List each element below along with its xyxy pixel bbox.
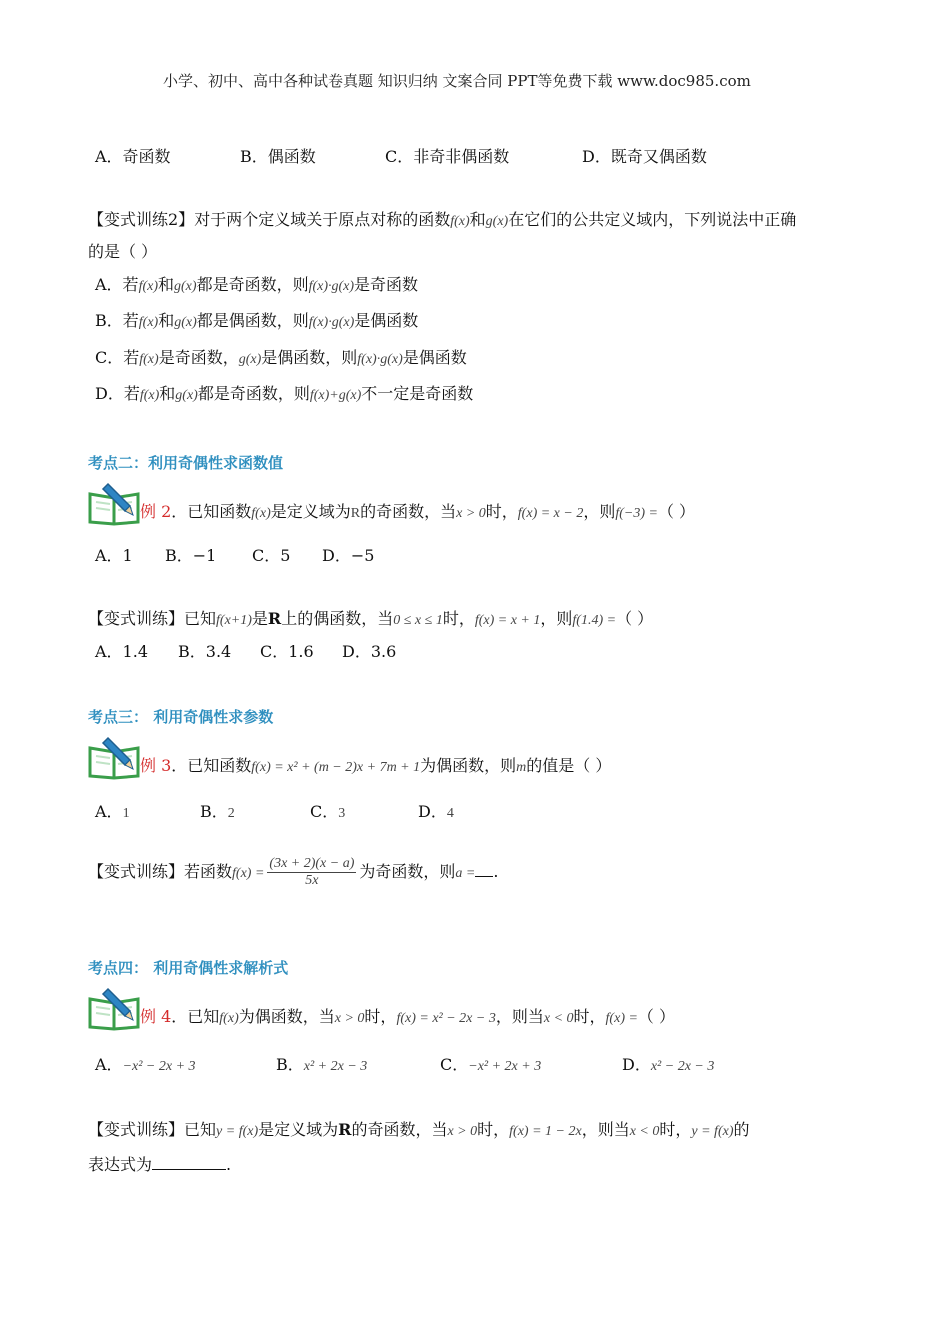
math-g: g(x) [175, 388, 198, 403]
q0-option-b: B．偶函数 [240, 147, 316, 166]
math-ask: f(−3) = [615, 506, 658, 521]
option-text: D．若 [95, 384, 140, 403]
math-definition: f(x) = 1 − 2x [509, 1124, 582, 1139]
option-value: −x² − 2x + 3 [122, 1059, 196, 1074]
math-g: g(x) [238, 352, 262, 367]
math-R: R [350, 506, 361, 521]
math-definition: f(x) = x + 1 [474, 613, 541, 628]
option-letter: D． [622, 1055, 651, 1074]
math-a: a = [455, 866, 476, 881]
answer-paren: （ ） [616, 609, 654, 628]
example-2-option-c: C．5 [252, 546, 291, 565]
option-letter: A． [95, 802, 123, 821]
q0-option-a: A．奇函数 [95, 147, 171, 166]
math-f: f(x) [219, 1011, 239, 1026]
answer-paren: （ ） [637, 1007, 676, 1026]
variant-5-stem [88, 1117, 750, 1140]
example-2-option-d: D．−5 [322, 546, 375, 565]
example-2-option-b: B．−1 [165, 546, 217, 565]
stem-text: 时， [442, 609, 475, 628]
stem-text: 是 [251, 609, 268, 628]
open-book-pencil-icon [86, 987, 142, 1031]
section-title-3: 考点三： 利用奇偶性求参数 [88, 708, 274, 726]
stem-text: 为偶函数，当 [238, 1007, 335, 1026]
math-expr: f(x)·g(x) [308, 315, 355, 330]
option-text: A．若 [95, 275, 139, 294]
math-f: f(x) [138, 279, 158, 294]
example-3-option-a [95, 799, 130, 822]
option-value: x² − 2x − 3 [650, 1059, 715, 1074]
math-definition: f(x) = x − 2 [517, 506, 584, 521]
math-condition: 0 ≤ x ≤ 1 [393, 613, 443, 628]
open-book-pencil-icon [86, 736, 142, 780]
option-text: 都是奇函数，则 [196, 275, 309, 294]
example-2-option-a: A．1 [95, 546, 133, 565]
math-lhs: f(x) = [232, 866, 265, 881]
math-y-2: y = f(x) [691, 1124, 734, 1139]
stem-text: ，则当 [495, 1007, 544, 1026]
stem-text: ，则当 [581, 1120, 630, 1139]
stem-text: 对于两个定义域关于原点对称的函数 [194, 210, 451, 229]
answer-paren: （ ） [657, 502, 696, 521]
variant-2-option-d [95, 381, 473, 404]
option-text: 和 [158, 275, 175, 294]
variant-2-stem [88, 207, 796, 230]
stem-text: ．已知函数 [171, 502, 252, 521]
example-3-option-c [310, 799, 345, 822]
stem-text: 时， [659, 1120, 692, 1139]
math-condition-2: x < 0 [543, 1011, 574, 1026]
variant-3-option-a: A．1.4 [95, 642, 149, 661]
stem-text: ．已知 [171, 1007, 220, 1026]
example-3-option-b [200, 799, 235, 822]
option-text: 和 [158, 311, 175, 330]
stem-text: 已知 [184, 1120, 217, 1139]
math-ask: f(x) = [605, 1011, 638, 1026]
math-R: R [338, 1120, 352, 1139]
variant-2-option-b [95, 308, 418, 331]
variant-3-option-b: B．3.4 [178, 642, 232, 661]
variant-3-option-d: D．3.6 [342, 642, 397, 661]
q0-option-d: D．既奇又偶函数 [582, 147, 707, 166]
math-condition: x > 0 [456, 506, 486, 521]
option-letter: A． [95, 1055, 123, 1074]
option-text: 是奇函数， [158, 348, 239, 367]
option-letter: B． [276, 1055, 304, 1074]
open-book-pencil-icon [86, 482, 142, 526]
variant-2-option-a [95, 272, 418, 295]
option-value: −x² + 2x + 3 [468, 1059, 542, 1074]
math-condition: x > 0 [334, 1011, 365, 1026]
math-expr: f(x)·g(x) [357, 352, 403, 367]
variant-tag: 【变式训练】 [88, 862, 185, 881]
math-equation: f(x) = x² + (m − 2)x + 7m + 1 [251, 760, 421, 775]
example-4-option-c [440, 1052, 541, 1075]
example-3-stem [140, 753, 611, 776]
example-4-option-a [95, 1052, 196, 1075]
math-f: f(x) [450, 214, 470, 229]
option-text: C．若 [95, 348, 140, 367]
math-y: y = f(x) [216, 1124, 259, 1139]
variant-tag: 【变式训练】 [88, 1120, 185, 1139]
option-value: 1 [122, 806, 130, 821]
math-expr: f(x)+g(x) [309, 388, 362, 403]
math-ask: f(1.4) = [572, 613, 617, 628]
variant-tag: 【变式训练】 [88, 609, 185, 628]
example-label: 例 3 [140, 756, 172, 775]
stem-text: 为奇函数，则 [359, 862, 456, 881]
option-text: 是偶函数，则 [261, 348, 358, 367]
stem-text: 时， [573, 1007, 606, 1026]
variant-4-stem [88, 856, 498, 889]
stem-text: 是定义域为 [270, 502, 351, 521]
math-fraction [267, 856, 356, 889]
stem-text: 时， [364, 1007, 397, 1026]
math-f: f(x) [139, 388, 160, 403]
math-definition: f(x) = x² − 2x − 3 [396, 1011, 496, 1026]
example-2-stem [140, 499, 695, 522]
option-text: 是奇函数 [354, 275, 419, 294]
variant-2-option-c [95, 345, 467, 368]
stem-text: 为偶函数，则 [420, 756, 517, 775]
math-f: f(x) [251, 506, 271, 521]
variant-tag: 【变式训练2】 [88, 210, 195, 229]
option-letter: D． [418, 802, 447, 821]
math-f: f(x+1) [216, 613, 252, 628]
stem-text: 上的偶函数，当 [281, 609, 394, 628]
option-text: 和 [159, 384, 176, 403]
fraction-denominator: 5x [305, 873, 319, 888]
math-g: g(x) [485, 214, 509, 229]
stem-text: 表达式为 [88, 1155, 153, 1174]
stem-text: 的奇函数，当 [351, 1120, 448, 1139]
variant-3-stem [88, 606, 653, 629]
math-condition-2: x < 0 [629, 1124, 660, 1139]
stem-text: 已知 [184, 609, 217, 628]
option-text: 是偶函数 [402, 348, 467, 367]
variant-3-option-c: C．1.6 [260, 642, 314, 661]
option-value: 4 [446, 806, 454, 821]
stem-text: 在它们的公共定义域内，下列说法中正确 [508, 210, 797, 229]
option-text: B．若 [95, 311, 139, 330]
q0-option-c: C．非奇非偶函数 [385, 147, 510, 166]
option-value: 2 [227, 806, 235, 821]
stem-text: 和 [469, 210, 486, 229]
option-text: 是偶函数 [354, 311, 419, 330]
variant-5-line2 [88, 1152, 231, 1175]
option-text: 不一定是奇函数 [361, 384, 474, 403]
math-f: f(x) [139, 352, 159, 367]
stem-text: ，则 [583, 502, 616, 521]
option-letter: C． [440, 1055, 469, 1074]
stem-end: . [226, 1155, 232, 1174]
stem-text: ，则 [540, 609, 573, 628]
option-letter: C． [310, 802, 339, 821]
answer-blank[interactable] [475, 876, 493, 877]
example-4-option-d [622, 1052, 714, 1075]
variant-2-stem-line2: 的是（ ） [88, 242, 158, 261]
stem-text: 是定义域为 [258, 1120, 339, 1139]
math-f: f(x) [138, 315, 159, 330]
math-m: m [516, 760, 527, 775]
section-title-2: 考点二：利用奇偶性求函数值 [88, 454, 284, 472]
answer-blank[interactable] [152, 1169, 226, 1170]
stem-text: ．已知函数 [171, 756, 252, 775]
section-title-4: 考点四： 利用奇偶性求解析式 [88, 959, 289, 977]
stem-text: 时， [477, 1120, 510, 1139]
option-value: x² + 2x − 3 [303, 1059, 368, 1074]
example-4-stem [140, 1004, 675, 1027]
stem-end: . [493, 862, 499, 881]
math-g: g(x) [174, 315, 197, 330]
example-label: 例 4 [140, 1007, 172, 1026]
option-letter: B． [200, 802, 228, 821]
math-condition: x > 0 [447, 1124, 478, 1139]
stem-text: 时， [485, 502, 518, 521]
option-text: 都是奇函数，则 [197, 384, 310, 403]
option-text: 都是偶函数，则 [196, 311, 309, 330]
example-3-option-d [418, 799, 454, 822]
math-expr: f(x)·g(x) [308, 279, 355, 294]
example-label: 例 2 [140, 502, 172, 521]
stem-text: 的奇函数，当 [360, 502, 457, 521]
math-g: g(x) [174, 279, 197, 294]
math-R: R [267, 609, 282, 628]
option-value: 3 [338, 806, 346, 821]
example-4-option-b [276, 1052, 367, 1075]
page-header: 小学、初中、高中各种试卷真题 知识归纳 文案合同 PPT等免费下载 www.doc985.com [163, 72, 751, 90]
stem-text: 的 [733, 1120, 750, 1139]
stem-text: 的值是（ ） [526, 756, 612, 775]
fraction-numerator: (3x + 2)(x − a) [269, 856, 355, 871]
stem-text: 若函数 [184, 862, 233, 881]
